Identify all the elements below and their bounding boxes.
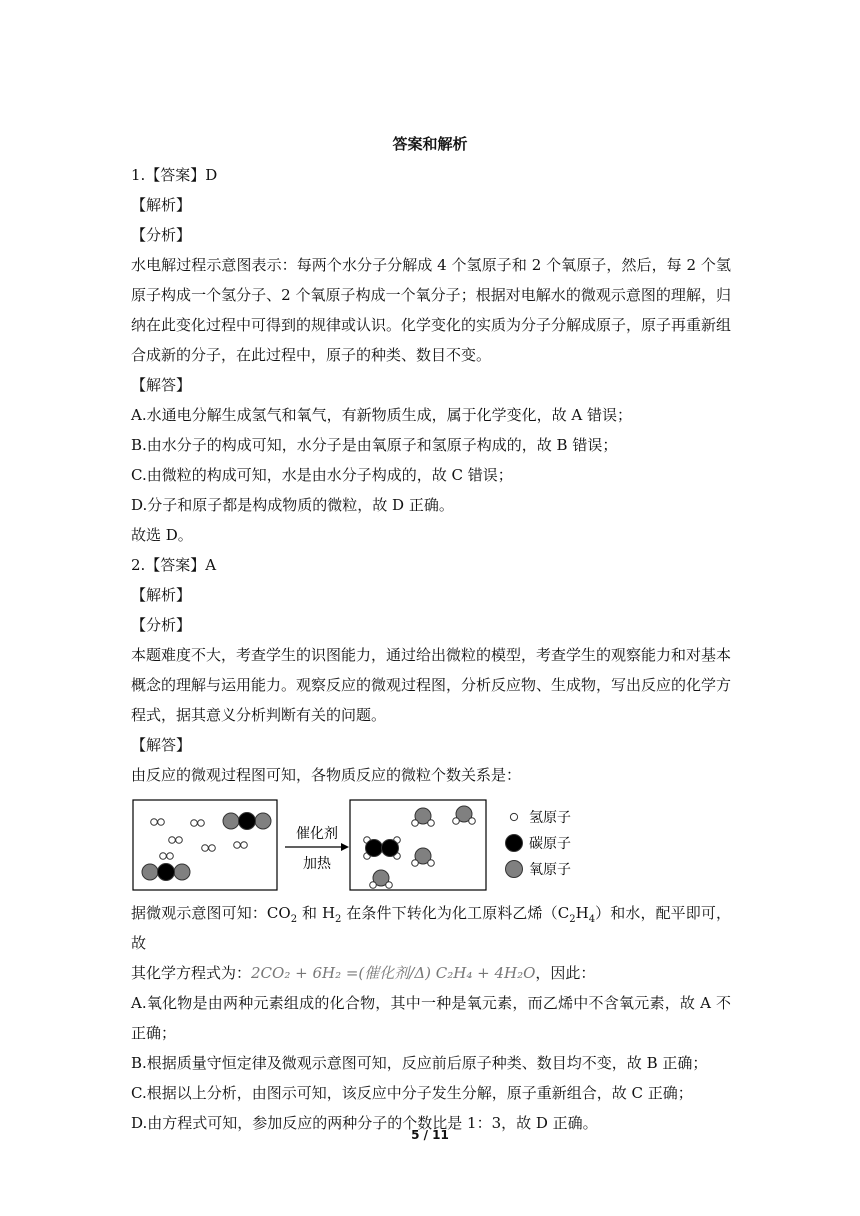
q2-option-a: A.氧化物是由两种元素组成的化合物，其中一种是氧元素，而乙烯中不含氧元素，故 A 不正确； — [131, 994, 731, 1042]
q2-jieda-heading: 【解答】 — [131, 736, 192, 754]
q2-option-b: B.根据质量守恒定律及微观示意图可知，反应前后原子种类、数目均不变，故 B 正确； — [131, 1054, 708, 1072]
document-body — [131, 160, 731, 1138]
q1-option-b: B.由水分子的构成可知，水分子是由氧原子和氢原子构成的，故 B 错误； — [131, 436, 618, 454]
q1-jiexi-heading: 【解析】 — [131, 196, 192, 214]
page-number: 5 / 11 — [411, 1128, 449, 1142]
q2-jiexi-heading: 【解析】 — [131, 586, 192, 604]
q2-fenxi-heading: 【分析】 — [131, 616, 192, 634]
h2o-molecule — [412, 848, 435, 866]
h2o-molecule — [370, 870, 393, 888]
h2o-molecule — [412, 808, 435, 826]
co2-molecule — [223, 813, 271, 830]
reaction-micro-diagram — [131, 798, 731, 892]
co2-molecule — [142, 864, 190, 881]
legend-hydrogen-icon — [510, 813, 517, 820]
chemical-equation: 2CO₂ + 6H₂ =(催化剂/Δ) C₂H₄ + 4H₂O — [251, 964, 536, 982]
h2-molecule — [234, 842, 248, 849]
h2-molecule — [191, 820, 205, 827]
q1-jieda-heading: 【解答】 — [131, 376, 192, 394]
q2-answer: 2.【答案】A — [131, 556, 217, 574]
reaction-arrow-head — [341, 843, 349, 851]
q2-after-figure-paragraph: 据微观示意图可知：$CO_2$ 和 $H_2$ 在条件下转化为化工原料乙烯$(C_2H_4)$和水，配平即可，故 — [131, 904, 731, 952]
h2-molecule — [169, 837, 183, 844]
q2-option-d: D.由方程式可知，参加反应的两种分子的个数比是 1：3，故 D 正确。 — [131, 1114, 598, 1132]
h2-molecule — [160, 853, 174, 860]
h2-molecule — [202, 845, 216, 852]
arrow-top-label: 催化剂 — [296, 826, 338, 842]
q1-answer: 1.【答案】D — [131, 166, 218, 184]
q1-option-a: A.水通电分解生成氢气和氧气，有新物质生成，属于化学变化，故 A 错误； — [131, 406, 632, 424]
q2-intro: 由反应的微观过程图可知，各物质反应的微粒个数关系是： — [131, 766, 522, 784]
h2-molecule — [151, 819, 165, 826]
legend-oxygen-icon — [506, 861, 523, 878]
c2h4-molecule — [364, 837, 401, 860]
arrow-bottom-label: 加热 — [303, 856, 331, 872]
legend-hydrogen-label: 氢原子 — [529, 810, 571, 826]
q2-equation-line: 其化学方程式为：2CO₂ + 6H₂ =(催化剂/Δ) C₂H₄ + 4H₂O，因此： — [131, 964, 596, 982]
page-title: 答案和解析 — [392, 135, 468, 153]
q2-analysis-paragraph: 本题难度不大，考查学生的识图能力，通过给出微粒的模型，考查学生的观察能力和对基本概念的理解与运用能力。观察反应的微观过程图，分析反应物、生成物，写出反应的化学方程式，据其意义分析判断有关的问题。 — [131, 646, 732, 724]
q1-option-c: C.由微粒的构成可知，水是由水分子构成的，故 C 错误； — [131, 466, 513, 484]
q2-option-c: C.根据以上分析，由图示可知，该反应中分子发生分解，原子重新组合，故 C 正确； — [131, 1084, 693, 1102]
h2o-molecule — [453, 806, 476, 824]
q1-conclusion: 故选 D。 — [131, 526, 193, 544]
q1-fenxi-heading: 【分析】 — [131, 226, 192, 244]
legend-carbon-label: 碳原子 — [529, 836, 571, 852]
q1-option-d: D.分子和原子都是构成物质的微粒，故 D 正确。 — [131, 496, 454, 514]
legend-oxygen-label: 氧原子 — [529, 862, 571, 878]
reaction-diagram-svg — [131, 798, 591, 892]
q1-analysis-paragraph: 水电解过程示意图表示：每两个水分子分解成 4 个氢原子和 2 个氧原子，然后，每 2 个氢原子构成一个氢分子、2 个氧原子构成一个氧分子；根据对电解水的微观示意图的理解，归纳在此变化过程中可得到的规律或认识。化学变化的实质为分子分解成原子，原子再重新组合成新的分子，在此过程中，原子的种类、数目不变。 — [131, 256, 732, 364]
legend-carbon-icon — [506, 835, 523, 852]
